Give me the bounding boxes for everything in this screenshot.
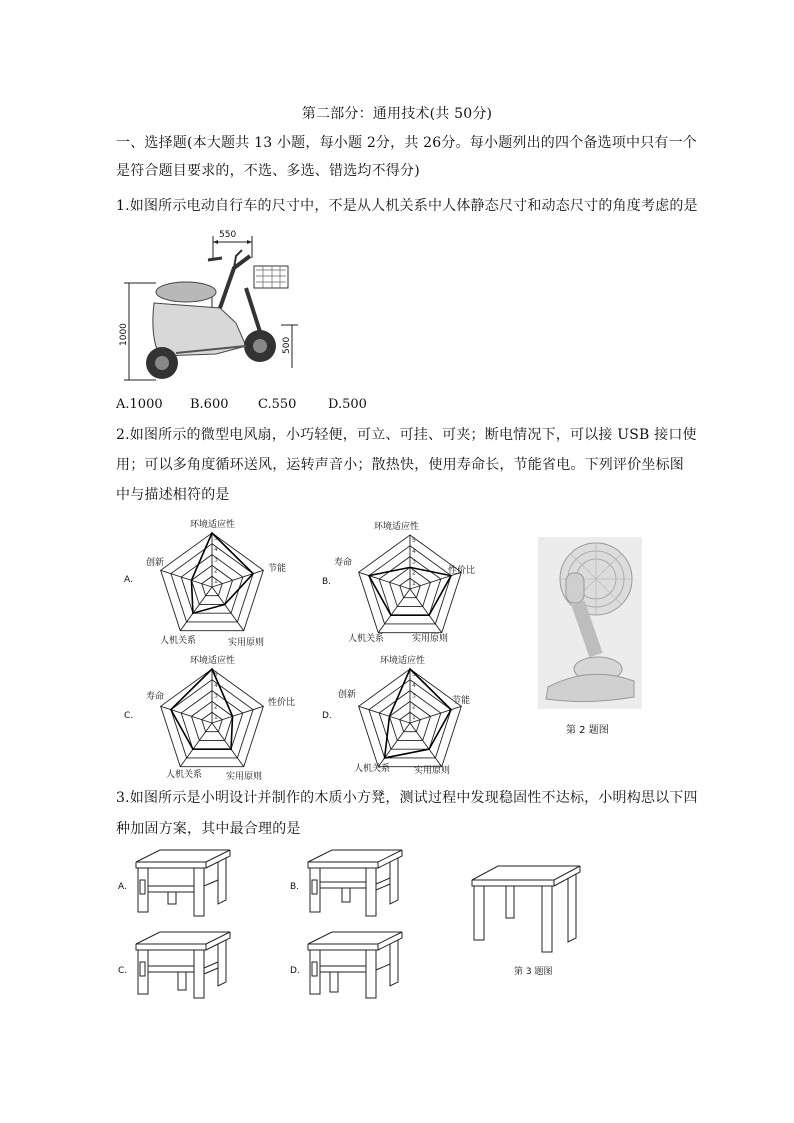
q1-option-b[interactable]: B.600	[190, 397, 229, 412]
radar-tick-label: 3	[412, 692, 416, 700]
q1-scooter-figure	[116, 228, 316, 388]
radar-chart-d	[318, 653, 498, 785]
radar-tick-label: 1	[214, 714, 218, 722]
chart-d-letter: D.	[322, 711, 332, 721]
stool-d	[290, 928, 410, 1004]
q2-stem-line3: 中与描述相符的是	[116, 487, 230, 503]
chart-c-left-label: 寿命	[146, 692, 165, 702]
radar-tick-label: 4	[412, 681, 416, 689]
dim-500: 500	[282, 336, 292, 354]
q3-plain-stool	[468, 862, 584, 958]
radar-tick-label: 5	[412, 537, 416, 544]
q1-option-c[interactable]: C.550	[258, 397, 297, 412]
q2-stem-line1: 2.如图所示的微型电风扇，小巧轻便，可立、可挂、可夹；断电情况下，可以接 USB 接口使	[116, 427, 697, 443]
chart-c-bottom-right-label: 实用原则	[226, 772, 263, 782]
radar-tick-label: 1	[412, 714, 416, 722]
radar-tick-label: 5	[412, 671, 416, 678]
stool-c	[118, 928, 238, 1004]
chart-a-letter: A.	[124, 575, 133, 585]
stool-a	[118, 846, 238, 922]
chart-d-top-label: 环境适应性	[380, 656, 426, 666]
q2-chart-d[interactable]	[318, 653, 498, 785]
chart-b-top-label: 环境适应性	[374, 522, 420, 532]
chart-b-bottom-right-label: 实用原则	[412, 634, 449, 644]
chart-d-left-label: 创新	[338, 690, 357, 700]
q3-stem-line1: 3.如图所示是小明设计并制作的木质小方凳，测试过程中发现稳固性不达标，小明构思以下四	[116, 790, 698, 806]
chart-d-bottom-left-label: 人机关系	[354, 764, 391, 774]
radar-chart-b	[318, 519, 498, 651]
radar-tick-label: 4	[214, 545, 218, 553]
q2-chart-b[interactable]	[318, 519, 498, 651]
radar-tick-label: 1	[214, 578, 218, 586]
chart-c-top-label: 环境适应性	[190, 656, 236, 666]
q3-option-b[interactable]	[290, 846, 410, 922]
chart-d-right-label: 节能	[452, 696, 471, 706]
chart-a-left-label: 创新	[146, 558, 165, 568]
stool-b	[290, 846, 410, 922]
chart-a-bottom-left-label: 人机关系	[160, 636, 197, 646]
radar-tick-label: 3	[214, 692, 218, 700]
q2-fig-caption: 第 2 题图	[566, 725, 609, 736]
radar-tick-label: 5	[214, 535, 218, 542]
part-heading-line2: 是符合题目要求的，不选、多选、错选均不得分)	[116, 163, 420, 179]
dim-1000: 1000	[119, 323, 129, 346]
q1-option-d[interactable]: D.500	[328, 397, 367, 412]
radar-tick-label: 1	[412, 580, 416, 588]
q2-fan-figure	[538, 537, 642, 709]
chart-c-letter: C.	[124, 711, 134, 721]
radar-chart-c	[120, 653, 300, 785]
q2-chart-a[interactable]	[120, 517, 300, 649]
scooter-icon	[146, 250, 288, 379]
q3-option-a-letter: A.	[118, 882, 127, 892]
radar-tick-label: 3	[412, 558, 416, 566]
chart-c-bottom-left-label: 人机关系	[166, 770, 203, 780]
chart-b-letter: B.	[322, 577, 332, 587]
q2-stem-line2: 用；可以多角度循环送风，运转声音小；散热快，使用寿命长，节能省电。下列评价坐标图	[116, 457, 684, 473]
chart-c-right-label: 性价比	[268, 698, 296, 708]
q3-option-d[interactable]	[290, 928, 410, 1004]
q2-chart-c[interactable]	[120, 653, 300, 785]
q3-option-b-letter: B.	[290, 882, 300, 892]
chart-b-right-label: 性价比	[448, 566, 476, 576]
radar-tick-label: 2	[214, 567, 218, 575]
radar-tick-label: 4	[412, 547, 416, 555]
chart-a-right-label: 节能	[268, 564, 287, 574]
chart-d-bottom-right-label: 实用原则	[414, 766, 451, 776]
q3-option-c[interactable]	[118, 928, 238, 1004]
radar-chart-a	[120, 517, 300, 649]
chart-a-bottom-right-label: 实用原则	[228, 638, 265, 648]
q3-stem-line2: 种加固方案，其中最合理的是	[116, 821, 301, 837]
chart-a-top-label: 环境适应性	[190, 520, 236, 530]
section-title: 第二部分：通用技术(共 50分)	[301, 106, 493, 122]
part-heading-line1: 一、选择题(本大题共 13 小题，每小题 2分，共 26分。每小题列出的四个备选项中只有一个	[116, 135, 697, 151]
radar-tick-label: 3	[214, 556, 218, 564]
radar-tick-label: 4	[214, 681, 218, 689]
q3-option-c-letter: C.	[118, 966, 128, 976]
q3-fig-caption: 第 3 题图	[514, 967, 553, 977]
q3-option-a[interactable]	[118, 846, 238, 922]
radar-tick-label: 2	[214, 703, 218, 711]
radar-tick-label: 2	[412, 703, 416, 711]
chart-b-left-label: 寿命	[334, 558, 353, 568]
dim-550: 550	[219, 230, 237, 240]
q3-option-d-letter: D.	[290, 966, 300, 976]
chart-b-bottom-left-label: 人机关系	[348, 634, 385, 644]
q1-stem: 1.如图所示电动自行车的尺寸中，不是从人机关系中人体静态尺寸和动态尺寸的角度考虑的是	[116, 198, 698, 214]
radar-tick-label: 2	[412, 569, 416, 577]
q1-option-a[interactable]: A.1000	[116, 397, 163, 412]
radar-tick-label: 5	[214, 671, 218, 678]
